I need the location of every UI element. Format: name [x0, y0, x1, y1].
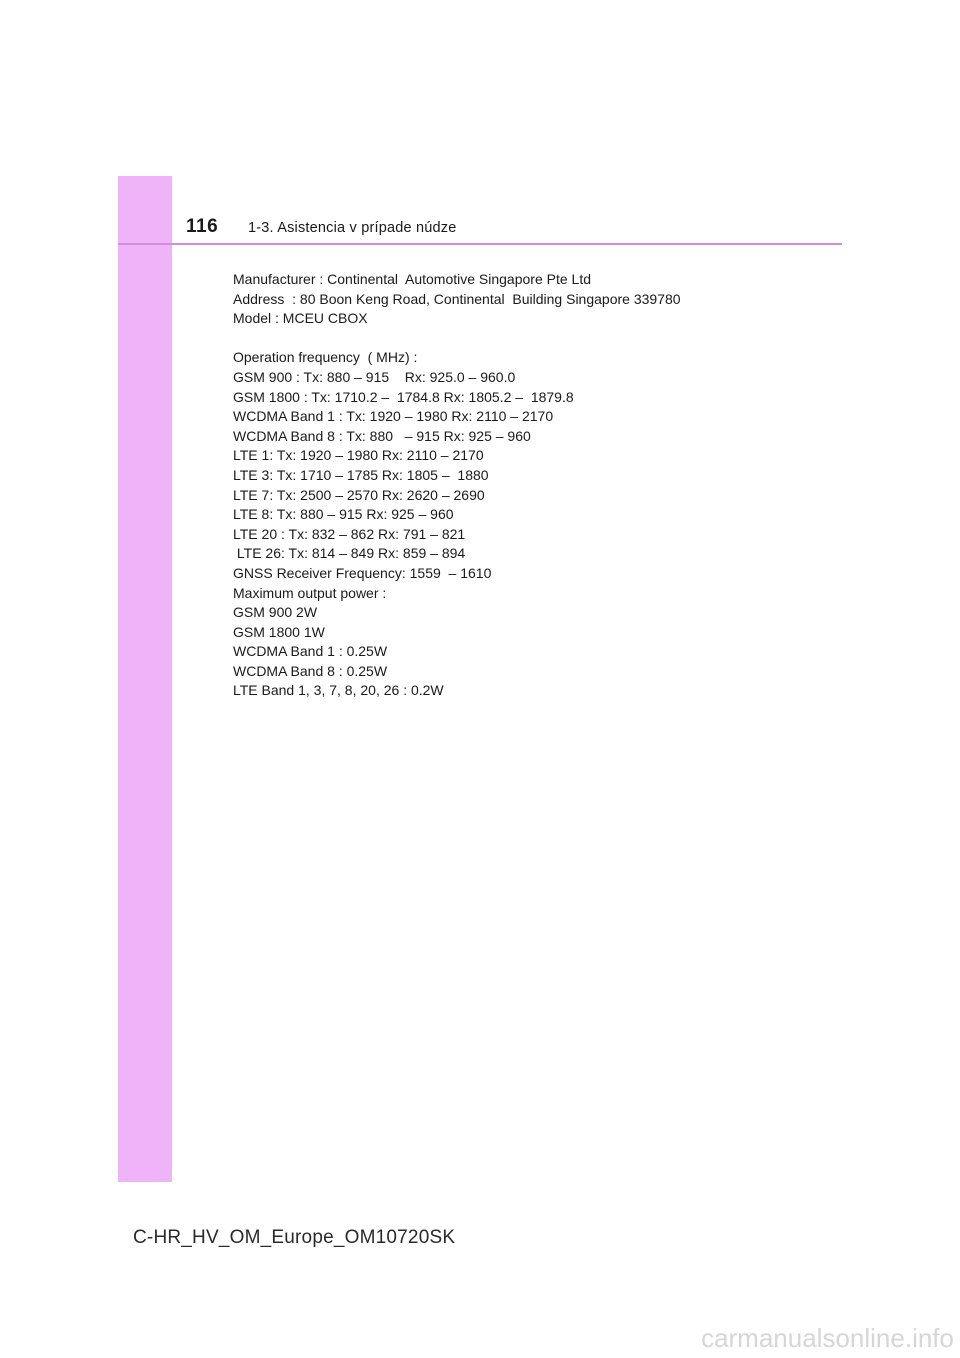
- section-sidebar-tab: [118, 176, 172, 1182]
- document-id-footer: C-HR_HV_OM_Europe_OM10720SK: [133, 1227, 456, 1248]
- power-line: GSM 1800 1W: [233, 623, 325, 640]
- frequency-line: LTE 3: Tx: 1710 – 1785 Rx: 1805 – 1880: [233, 466, 489, 483]
- frequency-heading: Operation frequency ( MHz) :: [233, 349, 418, 366]
- power-line: LTE Band 1, 3, 7, 8, 20, 26 : 0.2W: [233, 682, 444, 699]
- page-number: 116: [186, 216, 219, 237]
- frequency-line: LTE 7: Tx: 2500 – 2570 Rx: 2620 – 2690: [233, 486, 485, 503]
- frequency-line: GSM 1800 : Tx: 1710.2 – 1784.8 Rx: 1805.2 – 1879.8: [233, 388, 574, 405]
- frequency-line: LTE 1: Tx: 1920 – 1980 Rx: 2110 – 2170: [233, 447, 484, 464]
- frequency-line: WCDMA Band 1 : Tx: 1920 – 1980 Rx: 2110 – 2170: [233, 408, 554, 425]
- manufacturer-line: Manufacturer : Continental Automotive Singapore Pte Ltd: [233, 271, 591, 287]
- header-divider: [118, 243, 842, 245]
- power-line: WCDMA Band 8 : 0.25W: [233, 662, 388, 679]
- frequency-line: GNSS Receiver Frequency: 1559 – 1610: [233, 564, 492, 581]
- section-title: 1-3. Asistencia v prípade núdze: [248, 220, 457, 236]
- frequency-line: LTE 26: Tx: 814 – 849 Rx: 859 – 894: [233, 545, 466, 562]
- power-line: WCDMA Band 1 : 0.25W: [233, 643, 388, 660]
- page-content: [233, 270, 793, 701]
- address-line: Address : 80 Boon Keng Road, Continental Building Singapore 339780: [233, 290, 681, 307]
- frequency-line: LTE 8: Tx: 880 – 915 Rx: 925 – 960: [233, 506, 454, 523]
- model-line: Model : MCEU CBOX: [233, 310, 368, 327]
- paragraph-spacer: [233, 329, 793, 349]
- power-line: GSM 900 2W: [233, 604, 318, 621]
- power-heading: Maximum output power :: [233, 584, 387, 601]
- page-header: [118, 176, 842, 246]
- frequency-line: GSM 900 : Tx: 880 – 915 Rx: 925.0 – 960.0: [233, 368, 516, 385]
- frequency-line: WCDMA Band 8 : Tx: 880 – 915 Rx: 925 – 960: [233, 427, 531, 444]
- watermark: carmanualsonline.info: [701, 1323, 954, 1353]
- frequency-line: LTE 20 : Tx: 832 – 862 Rx: 791 – 821: [233, 525, 466, 542]
